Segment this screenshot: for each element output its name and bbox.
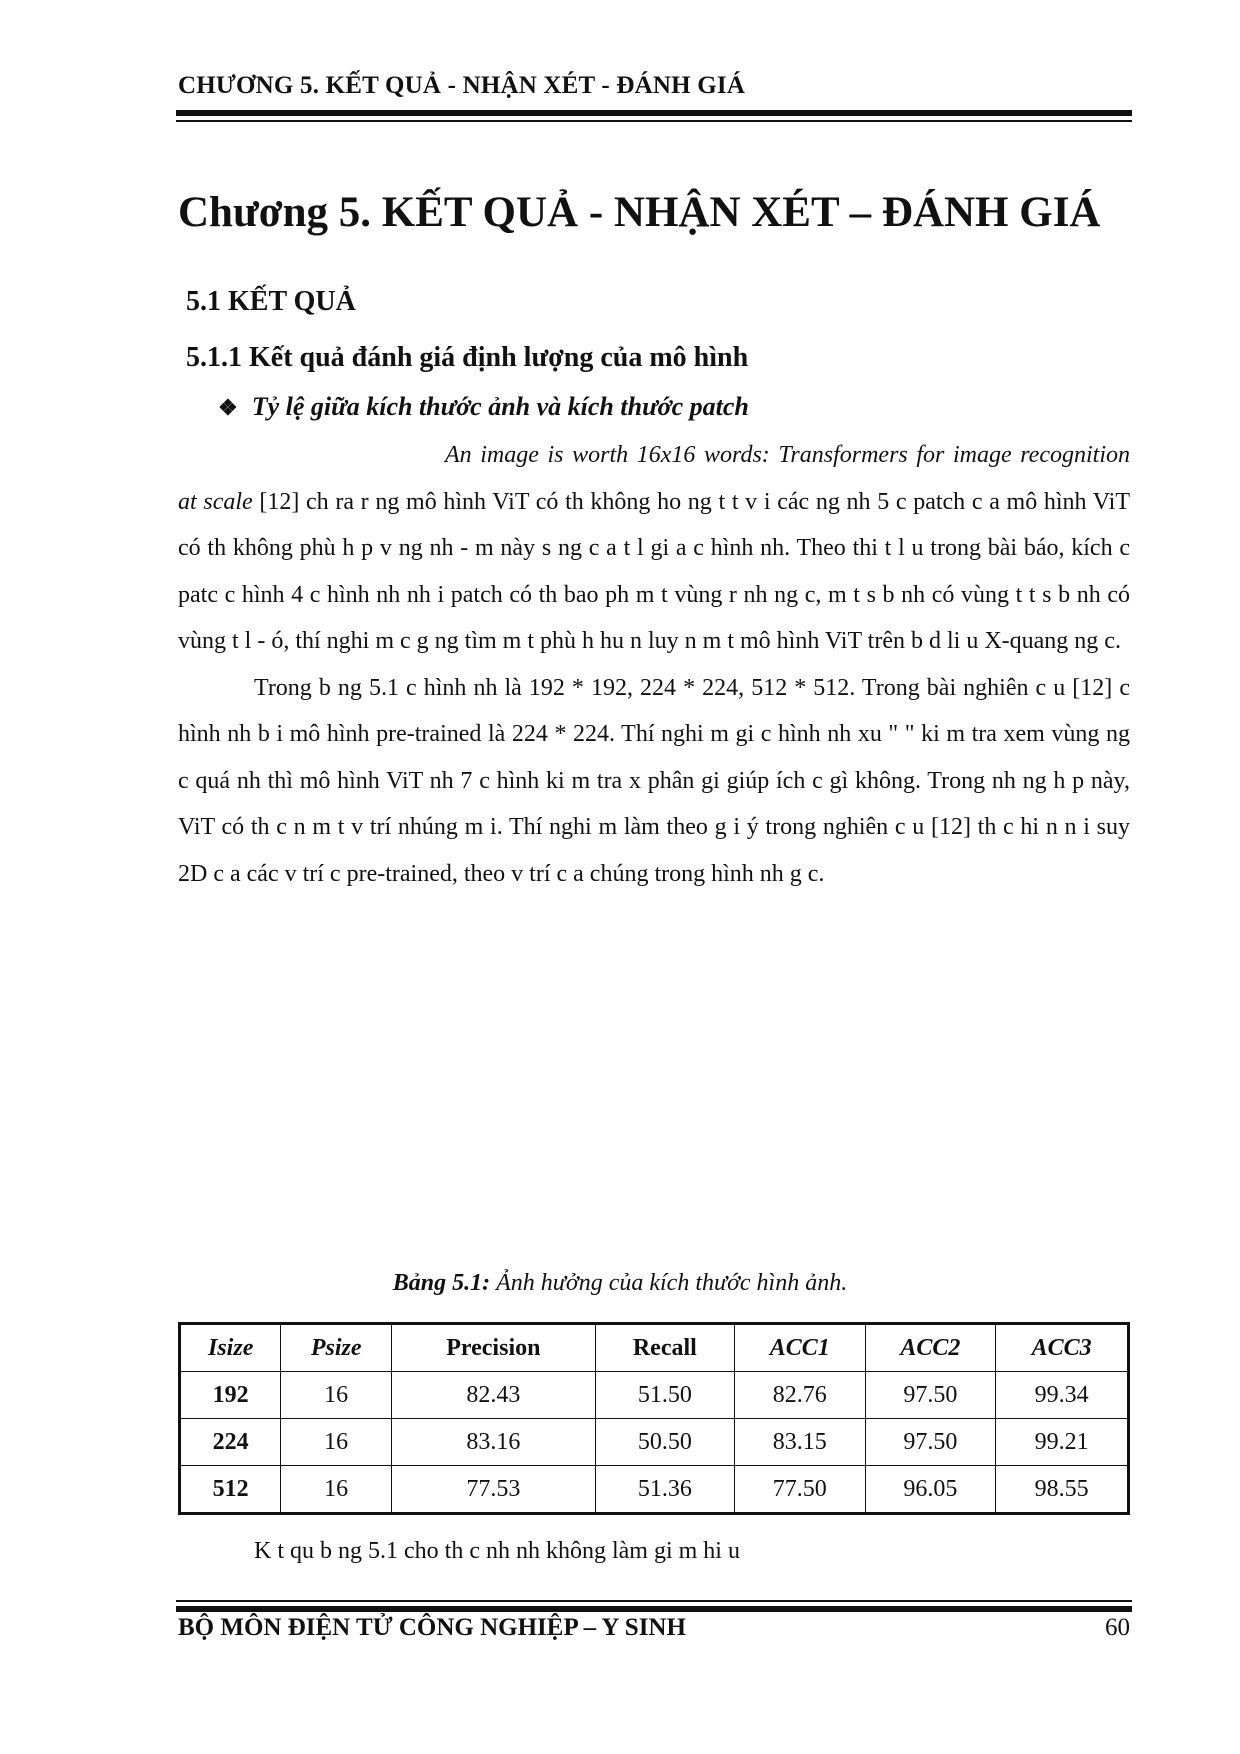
table-row <box>180 1372 1129 1419</box>
cell-acc3: 99.34 <box>996 1372 1129 1419</box>
table-row <box>180 1466 1129 1514</box>
cell-precision: 82.43 <box>391 1372 595 1419</box>
header-acc1: ACC1 <box>734 1324 865 1372</box>
body-text <box>178 432 1130 897</box>
header-precision: Precision <box>391 1324 595 1372</box>
cell-recall: 51.36 <box>595 1466 734 1514</box>
cell-acc2: 96.05 <box>865 1466 996 1514</box>
footer-rule-thick <box>176 1606 1132 1612</box>
cell-precision: 77.53 <box>391 1466 595 1514</box>
cell-acc2: 97.50 <box>865 1419 996 1466</box>
diamond-bullet-icon: ❖ <box>218 395 238 420</box>
paragraph-2: Trong b ng 5.1 c hình nh là 192 * 192, 224 * 224, 512 * 512. Trong bài nghiên c u [12] c hình nh b i mô hình pre-trained là 224 * 224. Thí nghi m gi c hình nh xu " " ki m tra xem vùng ng c quá nh thì mô hình ViT nh 7 c hình ki m tra x phân gi giúp ích c gì không. Trong nh ng h p này, ViT có th c n m t v trí nhúng m i. Thí nghi m làm theo g i ý trong nghiên c u [12] th c hi n n i suy 2D c a các v trí c pre-trained, theo v trí c a chúng trong hình nh g c. <box>178 674 1130 887</box>
cell-acc2: 97.50 <box>865 1372 996 1419</box>
table-header-row <box>180 1324 1129 1372</box>
cell-acc3: 98.55 <box>996 1466 1129 1514</box>
bullet-subheading-text: Tỷ lệ giữa kích thước ảnh và kích thước patch <box>251 392 749 421</box>
cell-acc3: 99.21 <box>996 1419 1129 1466</box>
cell-acc1: 83.15 <box>734 1419 865 1466</box>
header-recall: Recall <box>595 1324 734 1372</box>
cell-psize: 16 <box>281 1466 392 1514</box>
cell-acc1: 77.50 <box>734 1466 865 1514</box>
table-caption <box>0 1270 1240 1297</box>
table-caption-text: Ảnh hưởng của kích thước hình ảnh. <box>490 1270 848 1296</box>
paragraph-1-text: [12] ch ra r ng mô hình ViT có th không ho ng t t v i các ng nh 5 c patch c a mô hình ViT có th không phù h p v ng nh - m này s ng c a t l gi a c hình nh. Theo thi t l u trong bài báo, kích c patc c hình 4 c hình nh nh i patch có th bao ph m t vùng r nh ng c, m t s b nh có vùng t t s b nh có vùng t l - ó, thí nghi m c g ng tìm m t phù h hu n luy n m t mô hình ViT trên b d li u X-quang ng c. <box>178 488 1131 654</box>
cell-recall: 51.50 <box>595 1372 734 1419</box>
cell-recall: 50.50 <box>595 1419 734 1466</box>
cell-precision: 83.16 <box>391 1419 595 1466</box>
header-isize: Isize <box>180 1324 281 1372</box>
footer-department: BỘ MÔN ĐIỆN TỬ CÔNG NGHIỆP – Y SINH <box>178 1614 686 1641</box>
section-heading: 5.1 KẾT QUẢ <box>186 286 356 317</box>
running-header: CHƯƠNG 5. KẾT QUẢ - NHẬN XÉT - ĐÁNH GIÁ <box>178 72 746 99</box>
paragraph-1 <box>178 432 1130 665</box>
header-psize: Psize <box>281 1324 392 1372</box>
header-rule-thin <box>176 120 1132 122</box>
subsection-heading: 5.1.1 Kết quả đánh giá định lượng của mô hình <box>186 342 749 373</box>
reference-title: An image is worth 16x16 words: Transformers for image recognition at scale <box>178 442 1130 515</box>
header-rule-thick <box>176 110 1132 116</box>
chapter-title: Chương 5. KẾT QUẢ - NHẬN XÉT – ĐÁNH GIÁ <box>178 189 1101 236</box>
cell-acc1: 82.76 <box>734 1372 865 1419</box>
footer-rule-thin <box>176 1600 1132 1602</box>
results-table <box>178 1322 1130 1515</box>
cell-isize: 192 <box>180 1372 281 1419</box>
page-number: 60 <box>1105 1614 1130 1641</box>
cell-psize: 16 <box>281 1372 392 1419</box>
after-table-paragraph: K t qu b ng 5.1 cho th c nh nh không làm gi m hi u <box>254 1538 740 1564</box>
cell-isize: 224 <box>180 1419 281 1466</box>
header-acc3: ACC3 <box>996 1324 1129 1372</box>
header-acc2: ACC2 <box>865 1324 996 1372</box>
table-row <box>180 1419 1129 1466</box>
table-caption-label: Bảng 5.1: <box>392 1270 491 1296</box>
bullet-subheading <box>218 392 749 422</box>
cell-psize: 16 <box>281 1419 392 1466</box>
cell-isize: 512 <box>180 1466 281 1514</box>
